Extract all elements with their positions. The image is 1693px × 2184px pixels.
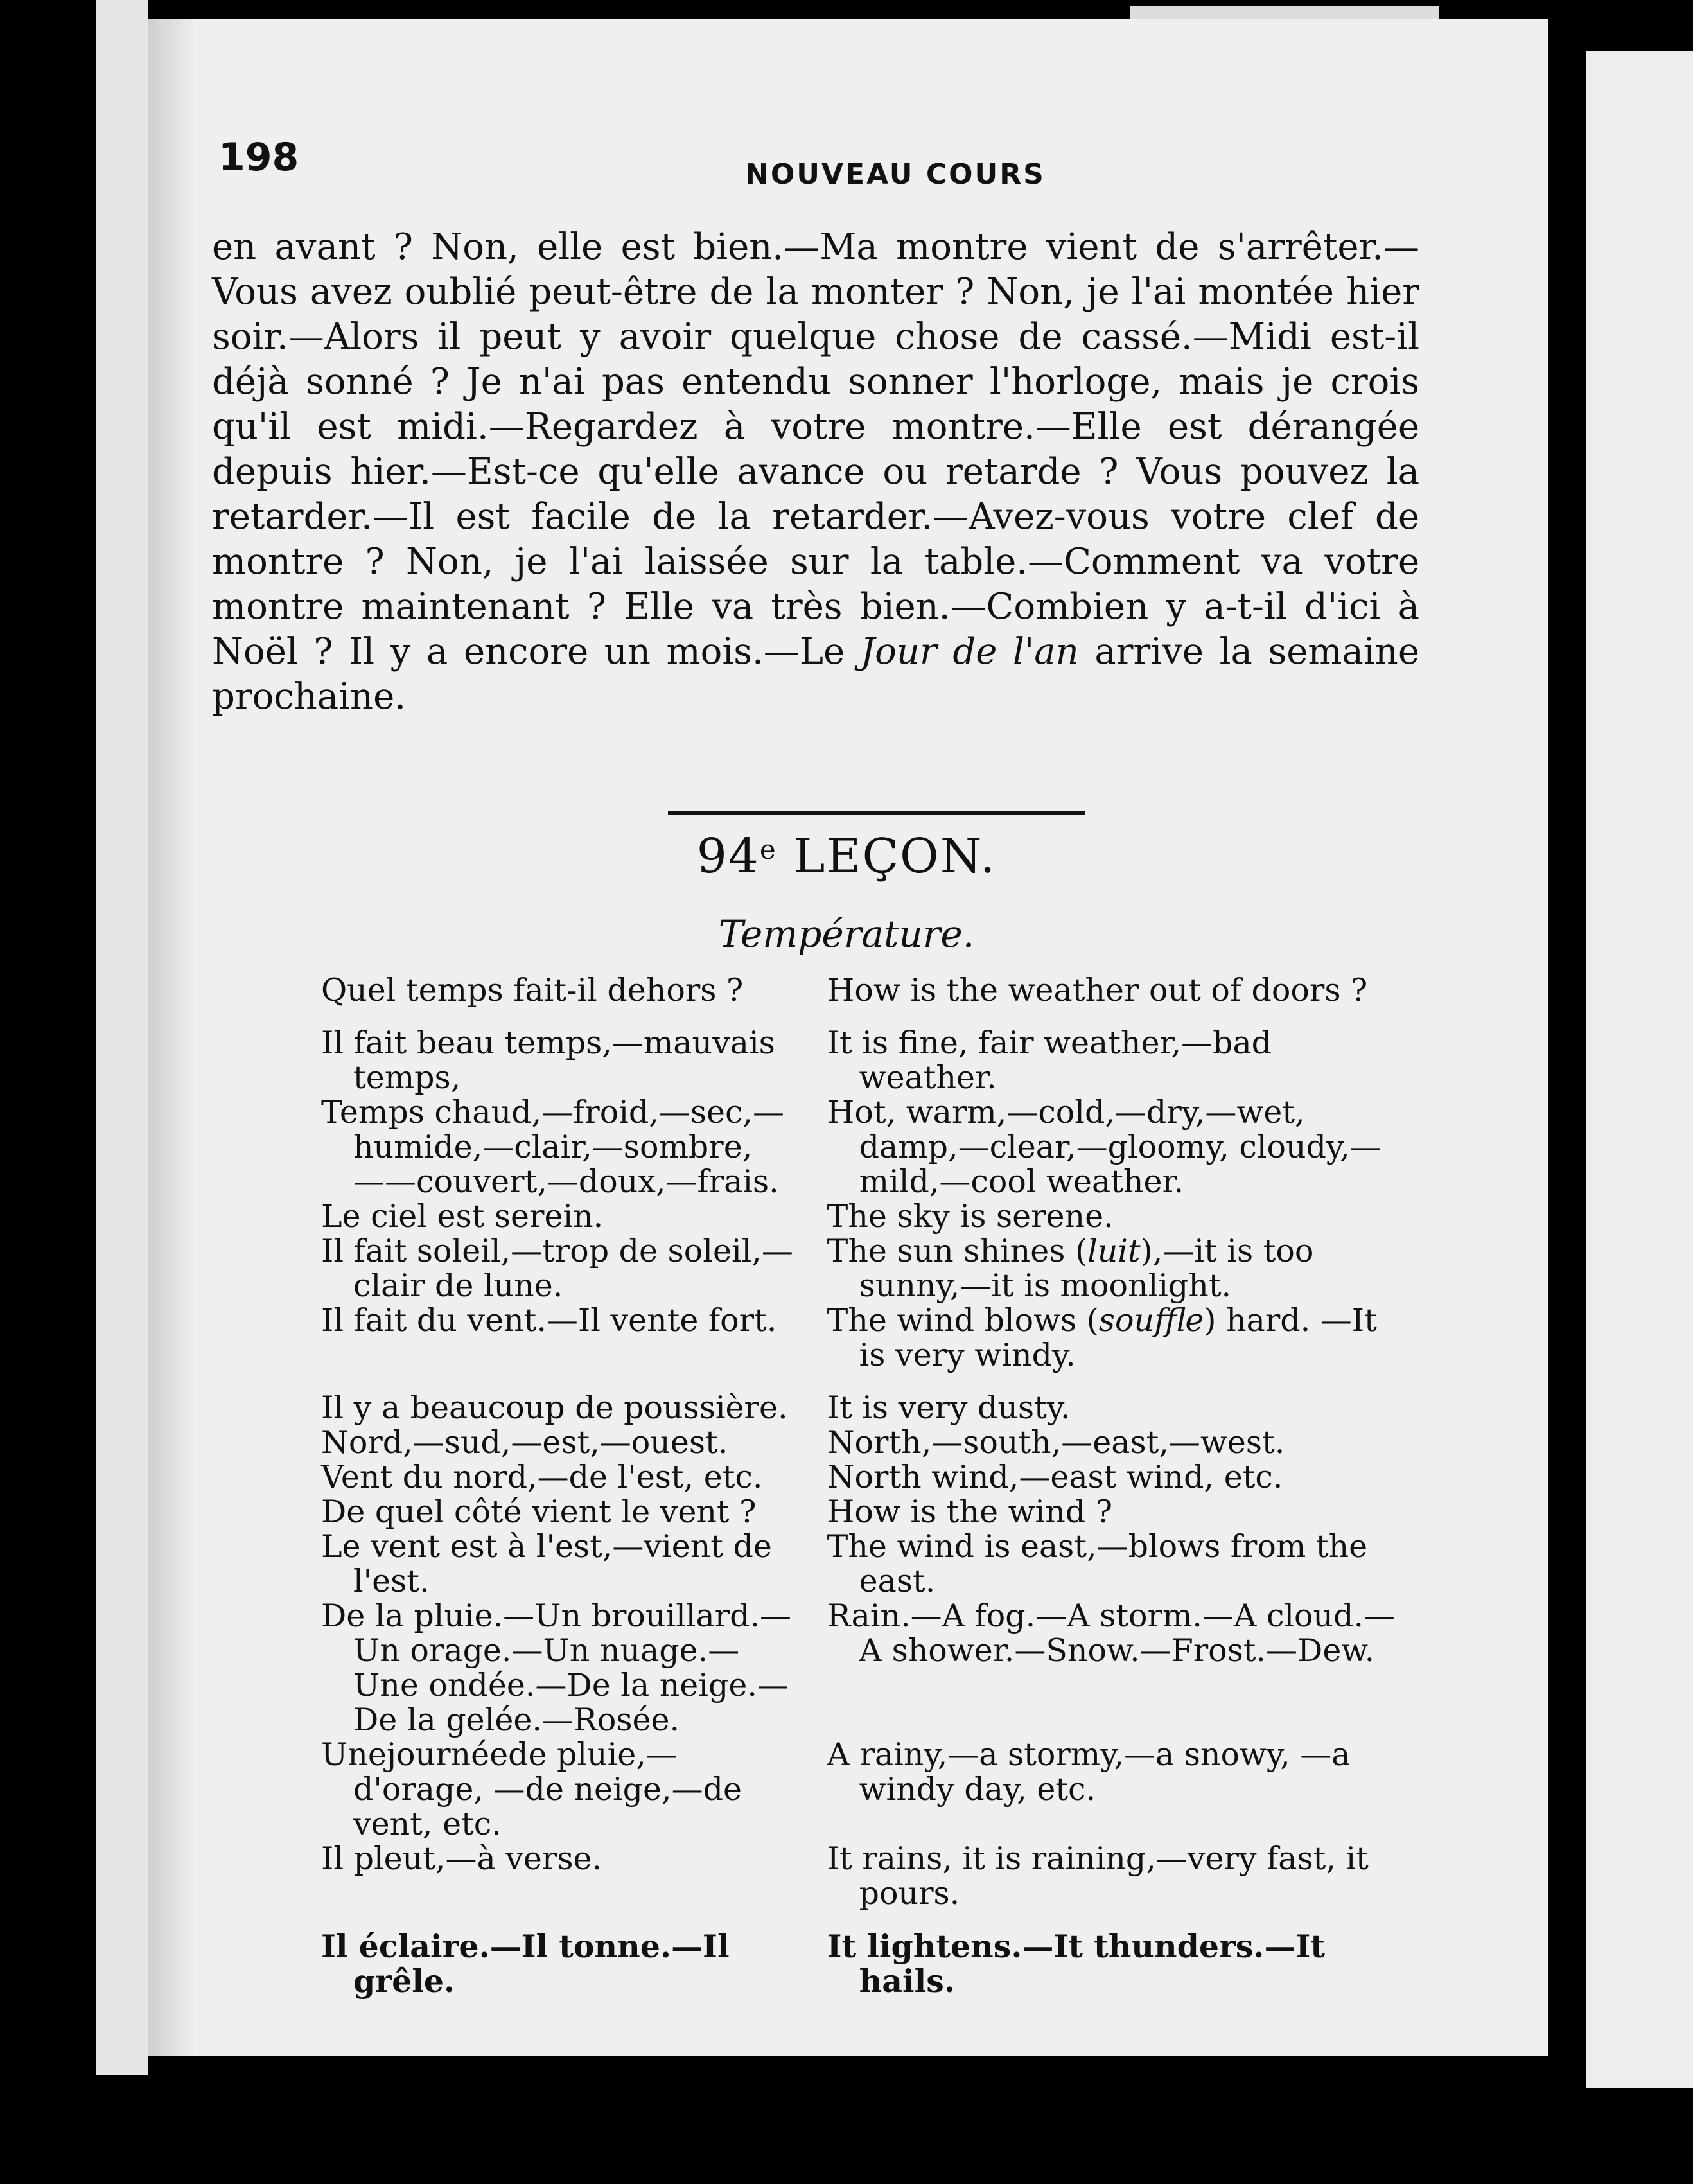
vocab-row <box>321 1026 1413 1095</box>
section-rule <box>668 811 1085 815</box>
vocab-row <box>321 1095 1413 1199</box>
english-term: North,—south,—east,—west. <box>827 1424 1285 1461</box>
page-stack-edge <box>96 0 148 2075</box>
facing-page-edge <box>1586 51 1693 2088</box>
english-term: It lightens.—It thunders.—It hails. <box>827 1928 1326 2000</box>
french-term: Unejournéede pluie,—d'orage, —de neige,—de vent, etc. <box>321 1736 742 1842</box>
english-term: It is very dusty. <box>827 1389 1071 1426</box>
french-term: Le ciel est serein. <box>321 1198 604 1235</box>
french-term: Il y a beaucoup de poussière. <box>321 1389 788 1426</box>
dialogue-paragraph <box>212 225 1419 719</box>
vocab-row <box>321 1842 1413 1911</box>
french-term: Il fait beau temps,—mauvais temps, <box>321 1025 775 1096</box>
english-text: The wind blows ( <box>827 1302 1099 1339</box>
french-term: Il fait soleil,—trop de soleil,—clair de lune. <box>321 1233 793 1304</box>
french-term: Vent du nord,—de l'est, etc. <box>321 1459 763 1495</box>
paragraph-text: en avant ? Non, elle est bien.—Ma montre vient de s'arrêter.—Vous avez oublié peut-être de la monter ? Non, je l'ai montée hier soir.—Alors il peut y avoir quelque chose de cassé.—Midi est-il déjà sonné ? Je n'ai pas entendu sonner l'horloge, mais je crois qu'il est midi.—Regardez à votre montre.—Elle est dérangée depuis hier.—Est-ce qu'elle avance ou retarde ? Vous pouvez la retarder.—Il est facile de la retarder.—Avez-vous votre clef de montre ? Non, je l'ai laissée sur la table.—Comment va votre montre maintenant ? Elle va très bien.—Combien y a-t-il d'ici à Noël ? Il y a encore un mois.—Le <box>212 226 1419 673</box>
french-term: Il fait du vent.—Il vente fort. <box>321 1302 777 1339</box>
paragraph-text-end: arrive la semaine prochaine. <box>212 631 1419 718</box>
english-italic: luit <box>1087 1233 1141 1269</box>
english-term: The wind is east,—blows from the east. <box>827 1528 1368 1599</box>
vocab-row <box>321 1738 1413 1842</box>
english-term: A rainy,—a stormy,—a snowy, —a windy day, etc. <box>827 1736 1351 1808</box>
english-term: It is fine, fair weather,—bad weather. <box>827 1025 1272 1096</box>
french-term: Le vent est à l'est,—vient de l'est. <box>321 1528 772 1599</box>
english-text: ),—it is too sunny,—it is moonlight. <box>859 1233 1314 1304</box>
vocab-row <box>321 1929 1413 1998</box>
vocab-row <box>321 1234 1413 1303</box>
vocab-row <box>321 1529 1413 1599</box>
page-number: 198 <box>218 135 299 180</box>
english-italic: souffle <box>1098 1302 1204 1339</box>
french-term: Il éclaire.—Il tonne.—Il grêle. <box>321 1928 730 2000</box>
lesson-title <box>0 829 1693 884</box>
english-term: The sky is serene. <box>827 1198 1114 1235</box>
vocab-row <box>321 1199 1413 1234</box>
vocab-row <box>321 1599 1413 1738</box>
paragraph-italic: Jour de l'an <box>860 631 1079 673</box>
french-term: Il pleut,—à verse. <box>321 1840 602 1877</box>
page-header <box>218 135 1426 206</box>
english-text: The sun shines ( <box>827 1233 1088 1269</box>
running-head: NOUVEAU COURS <box>745 158 1046 191</box>
french-term: Temps chaud,—froid,—sec,—humide,—clair,—sombre,——couvert,—doux,—frais. <box>321 1094 784 1200</box>
lesson-subtitle: Température. <box>718 912 975 956</box>
english-term: Rain.—A fog.—A storm.—A cloud.—A shower.—Snow.—Frost.—Dew. <box>827 1598 1396 1669</box>
english-term: How is the weather out of doors ? <box>827 972 1368 1008</box>
vocab-row <box>321 973 1413 1008</box>
vocab-row <box>321 1425 1413 1460</box>
lesson-label: LEÇON. <box>793 829 997 884</box>
lesson-number: 94 <box>696 829 760 884</box>
english-term: Hot, warm,—cold,—dry,—wet, damp,—clear,—gloomy, cloudy,—mild,—cool weather. <box>827 1094 1382 1200</box>
vocabulary-table <box>321 973 1413 1998</box>
english-term: It rains, it is raining,—very fast, it pours. <box>827 1840 1369 1912</box>
english-text: ) hard. —It is very windy. <box>859 1302 1377 1373</box>
english-term <box>827 1303 1413 1373</box>
vocab-row <box>321 1303 1413 1373</box>
french-term: De la pluie.—Un brouillard.—Un orage.—Un nuage.—Une ondée.—De la neige.—De la gelée.—Rosée. <box>321 1598 792 1738</box>
vocab-row <box>321 1495 1413 1529</box>
vocab-row <box>321 1391 1413 1425</box>
lesson-ordinal: e <box>759 834 777 865</box>
french-term: Quel temps fait-il dehors ? <box>321 972 744 1008</box>
english-term: North wind,—east wind, etc. <box>827 1459 1283 1495</box>
french-term: De quel côté vient le vent ? <box>321 1493 757 1530</box>
english-term <box>827 1234 1413 1303</box>
french-term: Nord,—sud,—est,—ouest. <box>321 1424 728 1461</box>
page-gutter <box>148 19 193 2056</box>
english-term: How is the wind ? <box>827 1493 1112 1530</box>
vocab-row <box>321 1460 1413 1495</box>
